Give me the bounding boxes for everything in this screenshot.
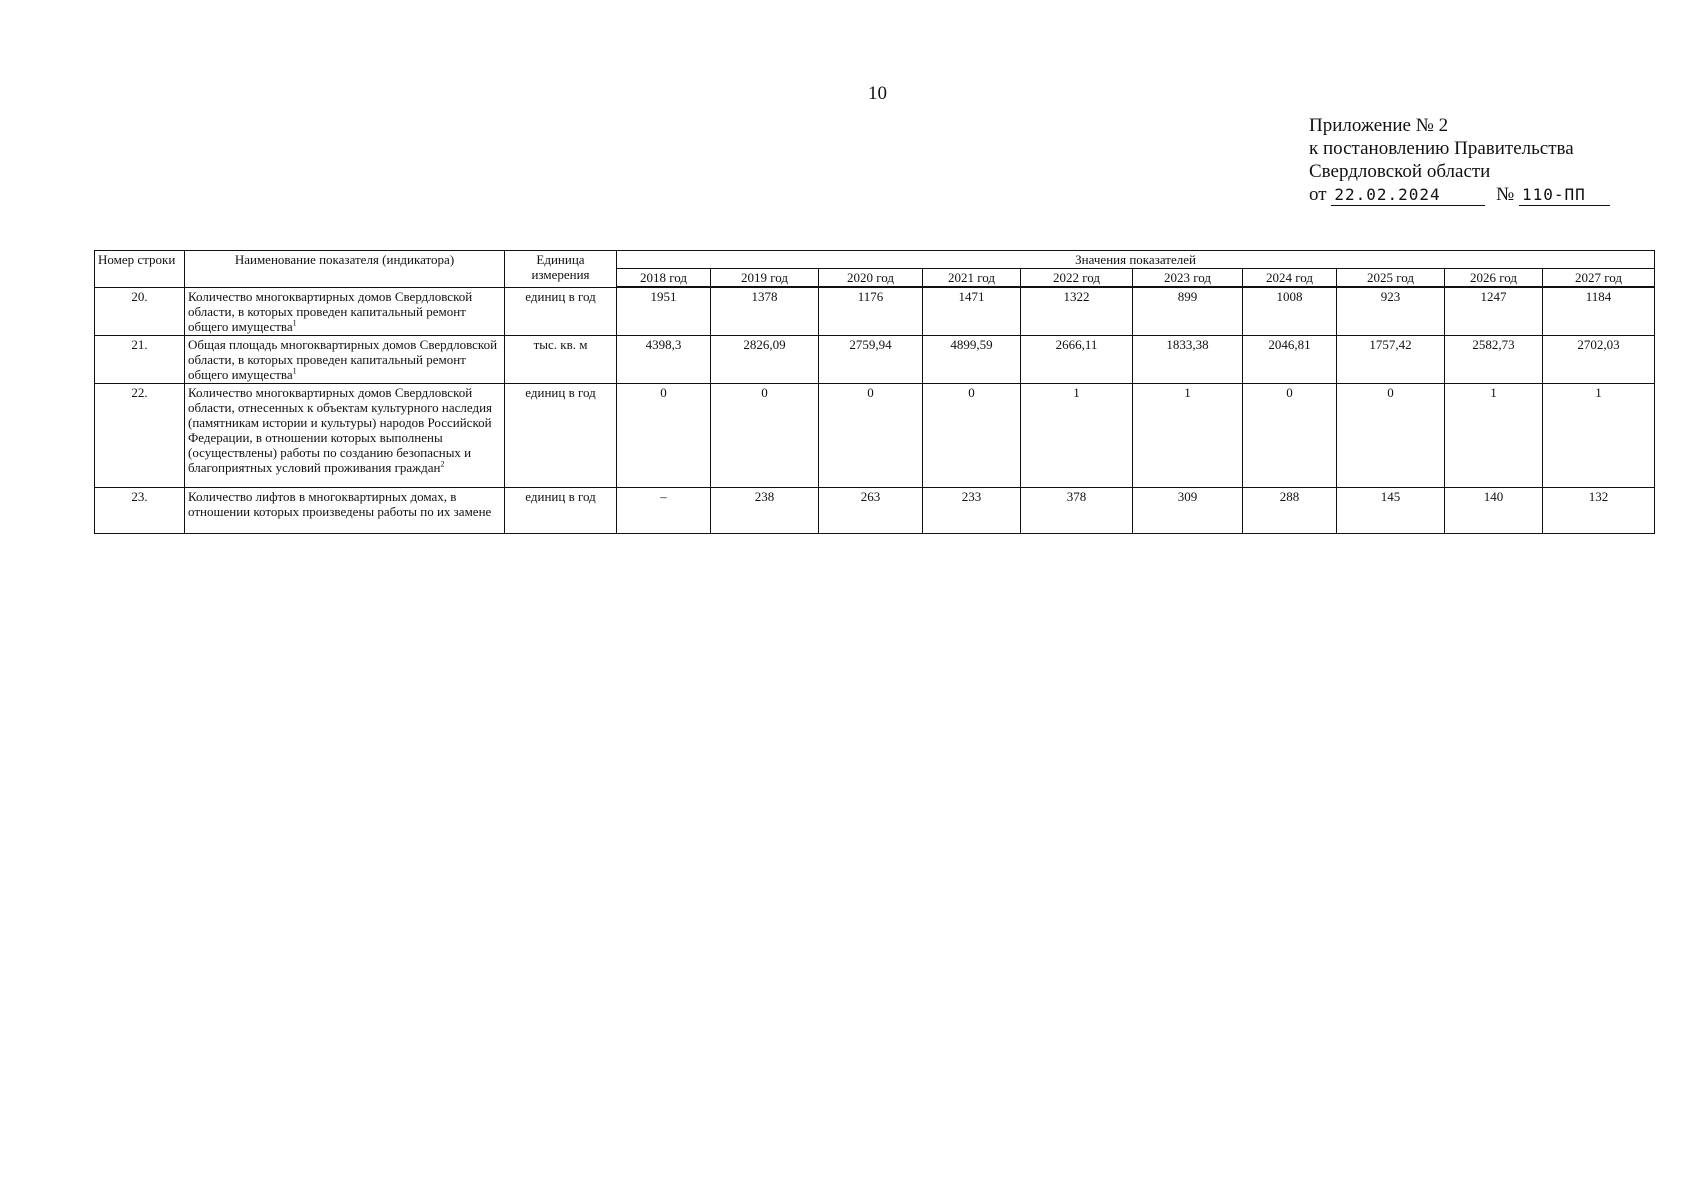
value-cell: 0 — [923, 383, 1021, 487]
table-row — [95, 335, 1655, 383]
header-year: 2021 год — [923, 269, 1021, 288]
row-number: 20. — [95, 287, 185, 335]
resolution-number: 110-ПП — [1519, 185, 1610, 206]
table-row — [95, 487, 1655, 533]
indicator-name-cell — [185, 335, 505, 383]
date-prefix: от — [1309, 184, 1327, 205]
indicator-name: Количество лифтов в многоквартирных домах, в отношении которых произведены работы по их замене — [188, 488, 492, 519]
footnote-marker: 1 — [292, 366, 297, 376]
header-year: 2027 год — [1543, 269, 1655, 288]
value-cell: 0 — [617, 383, 711, 487]
appendix-resolution: к постановлению Правительства — [1309, 138, 1574, 159]
value-cell: 309 — [1133, 487, 1243, 533]
indicator-name-cell — [185, 383, 505, 487]
value-cell: 1951 — [617, 287, 711, 335]
indicator-name: Общая площадь многоквартирных домов Свердловской области, в которых проведен капитальный ремонт общего имущества — [188, 336, 498, 382]
footnote-marker: 1 — [292, 318, 297, 328]
value-cell: 0 — [819, 383, 923, 487]
value-cell: 378 — [1021, 487, 1133, 533]
header-year: 2025 год — [1337, 269, 1445, 288]
indicator-name-cell — [185, 287, 505, 335]
value-cell: 0 — [711, 383, 819, 487]
header-indicator-name: Наименование показателя (индикатора) — [185, 251, 505, 288]
value-cell: 1 — [1021, 383, 1133, 487]
unit-cell: тыс. кв. м — [505, 335, 617, 383]
row-number: 23. — [95, 487, 185, 533]
value-cell: 145 — [1337, 487, 1445, 533]
value-cell: 1 — [1543, 383, 1655, 487]
row-number: 21. — [95, 335, 185, 383]
table-row — [95, 287, 1655, 335]
value-cell: 288 — [1243, 487, 1337, 533]
indicator-name: Количество многоквартирных домов Свердловской области, в которых проведен капитальный ремонт общего имущества — [188, 288, 473, 334]
value-cell: 1247 — [1445, 287, 1543, 335]
unit-cell: единиц в год — [505, 287, 617, 335]
footnote-marker: 2 — [440, 459, 445, 469]
value-cell: 263 — [819, 487, 923, 533]
value-cell: 1757,42 — [1337, 335, 1445, 383]
header-year: 2024 год — [1243, 269, 1337, 288]
value-cell: 2046,81 — [1243, 335, 1337, 383]
value-cell: 923 — [1337, 287, 1445, 335]
value-cell: 4398,3 — [617, 335, 711, 383]
value-cell: 140 — [1445, 487, 1543, 533]
appendix-region: Свердловской области — [1309, 161, 1491, 182]
appendix-title: Приложение № 2 — [1309, 115, 1449, 136]
header-values-group: Значения показателей — [617, 251, 1655, 269]
unit-cell: единиц в год — [505, 383, 617, 487]
number-prefix: № — [1496, 184, 1515, 205]
value-cell: 1471 — [923, 287, 1021, 335]
value-cell: – — [617, 487, 711, 533]
value-cell: 2759,94 — [819, 335, 923, 383]
value-cell: 2702,03 — [1543, 335, 1655, 383]
value-cell: 2666,11 — [1021, 335, 1133, 383]
page-number: 10 — [868, 83, 887, 104]
value-cell: 1 — [1133, 383, 1243, 487]
header-year: 2019 год — [711, 269, 819, 288]
indicator-name-cell — [185, 487, 505, 533]
appendix-date-line — [1309, 183, 1610, 206]
table-body — [95, 287, 1655, 533]
header-year: 2020 год — [819, 269, 923, 288]
indicator-name: Количество многоквартирных домов Свердловской области, отнесенных к объектам культурного наследия (памятникам истории и культуры) народов Российской Федерации, в отношении которых выполнены (осуществлены) работы по созданию безопасных и благоприятных условий проживания граждан — [188, 384, 493, 475]
header-year: 2023 год — [1133, 269, 1243, 288]
value-cell: 899 — [1133, 287, 1243, 335]
header-year: 2022 год — [1021, 269, 1133, 288]
header-year: 2026 год — [1445, 269, 1543, 288]
value-cell: 0 — [1337, 383, 1445, 487]
value-cell: 1008 — [1243, 287, 1337, 335]
header-unit: Единица измерения — [505, 251, 617, 288]
value-cell: 4899,59 — [923, 335, 1021, 383]
row-number: 22. — [95, 383, 185, 487]
value-cell: 2826,09 — [711, 335, 819, 383]
value-cell: 1833,38 — [1133, 335, 1243, 383]
value-cell: 1176 — [819, 287, 923, 335]
appendix-header — [1309, 114, 1610, 206]
value-cell: 1 — [1445, 383, 1543, 487]
value-cell: 1378 — [711, 287, 819, 335]
value-cell: 0 — [1243, 383, 1337, 487]
resolution-date: 22.02.2024 — [1331, 185, 1485, 206]
header-year: 2018 год — [617, 269, 711, 288]
indicators-table — [94, 250, 1655, 534]
value-cell: 1184 — [1543, 287, 1655, 335]
value-cell: 2582,73 — [1445, 335, 1543, 383]
value-cell: 132 — [1543, 487, 1655, 533]
header-row-number: Номер строки — [95, 251, 185, 288]
table-row — [95, 383, 1655, 487]
value-cell: 1322 — [1021, 287, 1133, 335]
value-cell: 238 — [711, 487, 819, 533]
value-cell: 233 — [923, 487, 1021, 533]
unit-cell: единиц в год — [505, 487, 617, 533]
